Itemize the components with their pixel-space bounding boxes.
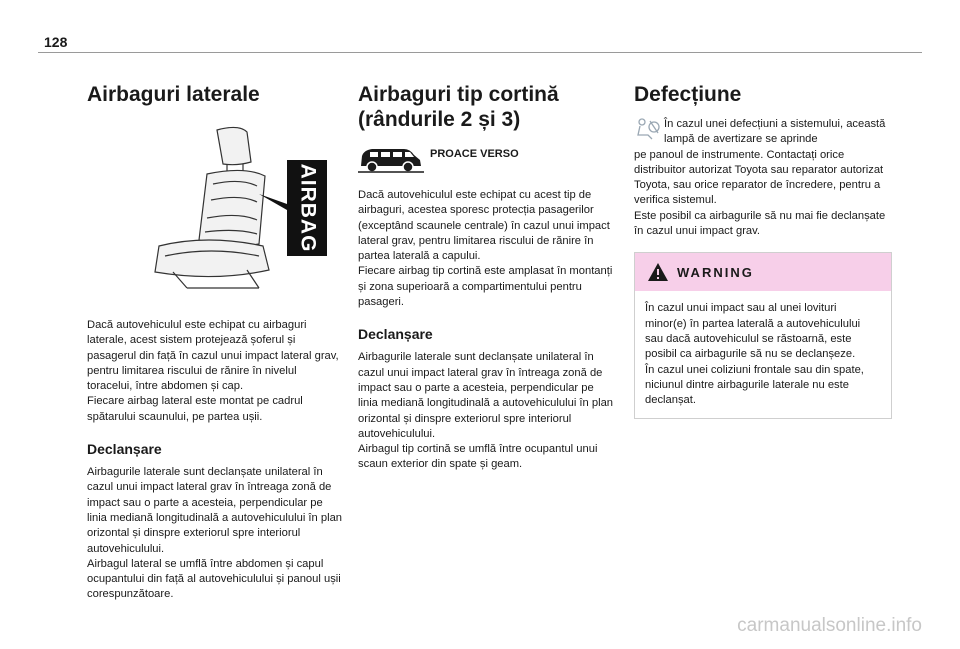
section-title-malfunction: Defecțiune xyxy=(634,83,742,106)
subtitle-deployment-side: Declanșare xyxy=(87,441,162,458)
van-icon xyxy=(358,144,424,174)
curtain-airbags-intro-2: Fiecare airbag tip cortină este amplasat în montanți și zona superioară a compartimentului pentru pasageri. xyxy=(358,265,613,309)
curtain-airbags-deployment-text-2: Airbagul tip cortină se umflă între ocupantul unui scaun exterior din spate și geam. xyxy=(358,443,598,471)
warning-header xyxy=(635,253,891,291)
warning-box xyxy=(634,252,892,419)
warning-text: În cazul unui impact sau al unei lovituri minor(e) în partea laterală a autovehiculului sau dacă autovehiculul se răstoarnă, este posibil ca airbagurile să nu se declanșeze. xyxy=(645,302,861,361)
warning-lamp-row xyxy=(634,117,892,148)
subtitle-deployment-curtain: Declanșare xyxy=(358,326,433,343)
page-number: 128 xyxy=(44,34,68,50)
curtain-airbags-deployment-text: Airbagurile laterale sunt declanșate unilateral în cazul unui impact lateral grav în întreaga zonă de impact sau o parte a acesteia, perpendicular pe linia mediană longitudinală a autovehiculului în plan orizontal și dinspre exteriorul spre interiorul autovehiculului. xyxy=(358,351,614,440)
airbag-warning-lamp-icon xyxy=(634,117,664,148)
side-airbags-deployment-text: Airbagurile laterale sunt declanșate unilateral în cazul unui impact lateral grav în întreaga zonă de impact sau o parte a acesteia, perpendicular pe linia mediană longitudinală a autovehiculului în plan orizontal și dinspre exteriorul spre interiorul autovehiculului. xyxy=(87,466,343,555)
airbag-label-badge xyxy=(287,160,327,256)
column-side-airbags xyxy=(87,76,345,603)
warning-lamp-text: În cazul unei defecțiuni a sistemului, această lampă de avertizare se aprinde xyxy=(664,118,886,146)
curtain-airbags-intro: Dacă autovehiculul este echipat cu acest tip de airbaguri, acestea sporesc protecția pasagerilor (exceptând scaunele centrale) în cazul unui impact lateral grav, pentru limitarea riscului de rănire în partea laterală a capului. xyxy=(358,189,610,263)
warning-body xyxy=(635,291,891,418)
vehicle-model-row xyxy=(358,144,616,174)
section-title-side-airbags: Airbaguri laterale xyxy=(87,83,260,106)
malfunction-text: pe panoul de instrumente. Contactați orice distribuitor autorizat Toyota sau reparator autorizat Toyota, sau orice reparator de încredere, pentru a verifica sistemul. xyxy=(634,148,884,207)
seat-airbag-figure xyxy=(87,122,337,302)
vehicle-model-label: PROACE VERSO xyxy=(430,148,519,160)
seat-illustration xyxy=(147,122,297,292)
column-malfunction xyxy=(634,76,892,419)
warning-title: WARNING xyxy=(677,264,754,280)
column-curtain-airbags xyxy=(358,76,616,473)
section-title-curtain-rows: (rândurile 2 și 3) xyxy=(358,108,521,131)
warning-triangle-icon xyxy=(647,262,669,282)
site-watermark: carmanualsonline.info xyxy=(737,615,922,636)
malfunction-text-2: Este posibil ca airbagurile să nu mai fie declanșate în cazul unui impact grav. xyxy=(634,209,886,238)
side-airbags-deployment-text-2: Airbagul lateral se umflă între abdomen și capul ocupantului din față al autovehiculului și panoul ușii corespunzătoare. xyxy=(87,557,341,601)
warning-text-2: În cazul unei coliziuni frontale sau din spate, niciunul dintre airbagurile laterale nu este declanșat. xyxy=(645,363,864,407)
side-airbags-intro: Dacă autovehiculul este echipat cu airbaguri laterale, acest sistem protejează șoferul și pasagerul din față în cazul unui impact lateral grav, pentru limitarea riscului de rănire în nivelul toracelui, între abdomen și cap. xyxy=(87,319,339,393)
side-airbags-intro-2: Fiecare airbag lateral este montat pe cadrul spătarului scaunului, pe partea ușii. xyxy=(87,395,303,423)
section-title-curtain-airbags: Airbaguri tip cortină xyxy=(358,83,559,106)
airbag-badge-text: AIRBAG xyxy=(296,163,319,253)
top-rule xyxy=(38,52,922,53)
